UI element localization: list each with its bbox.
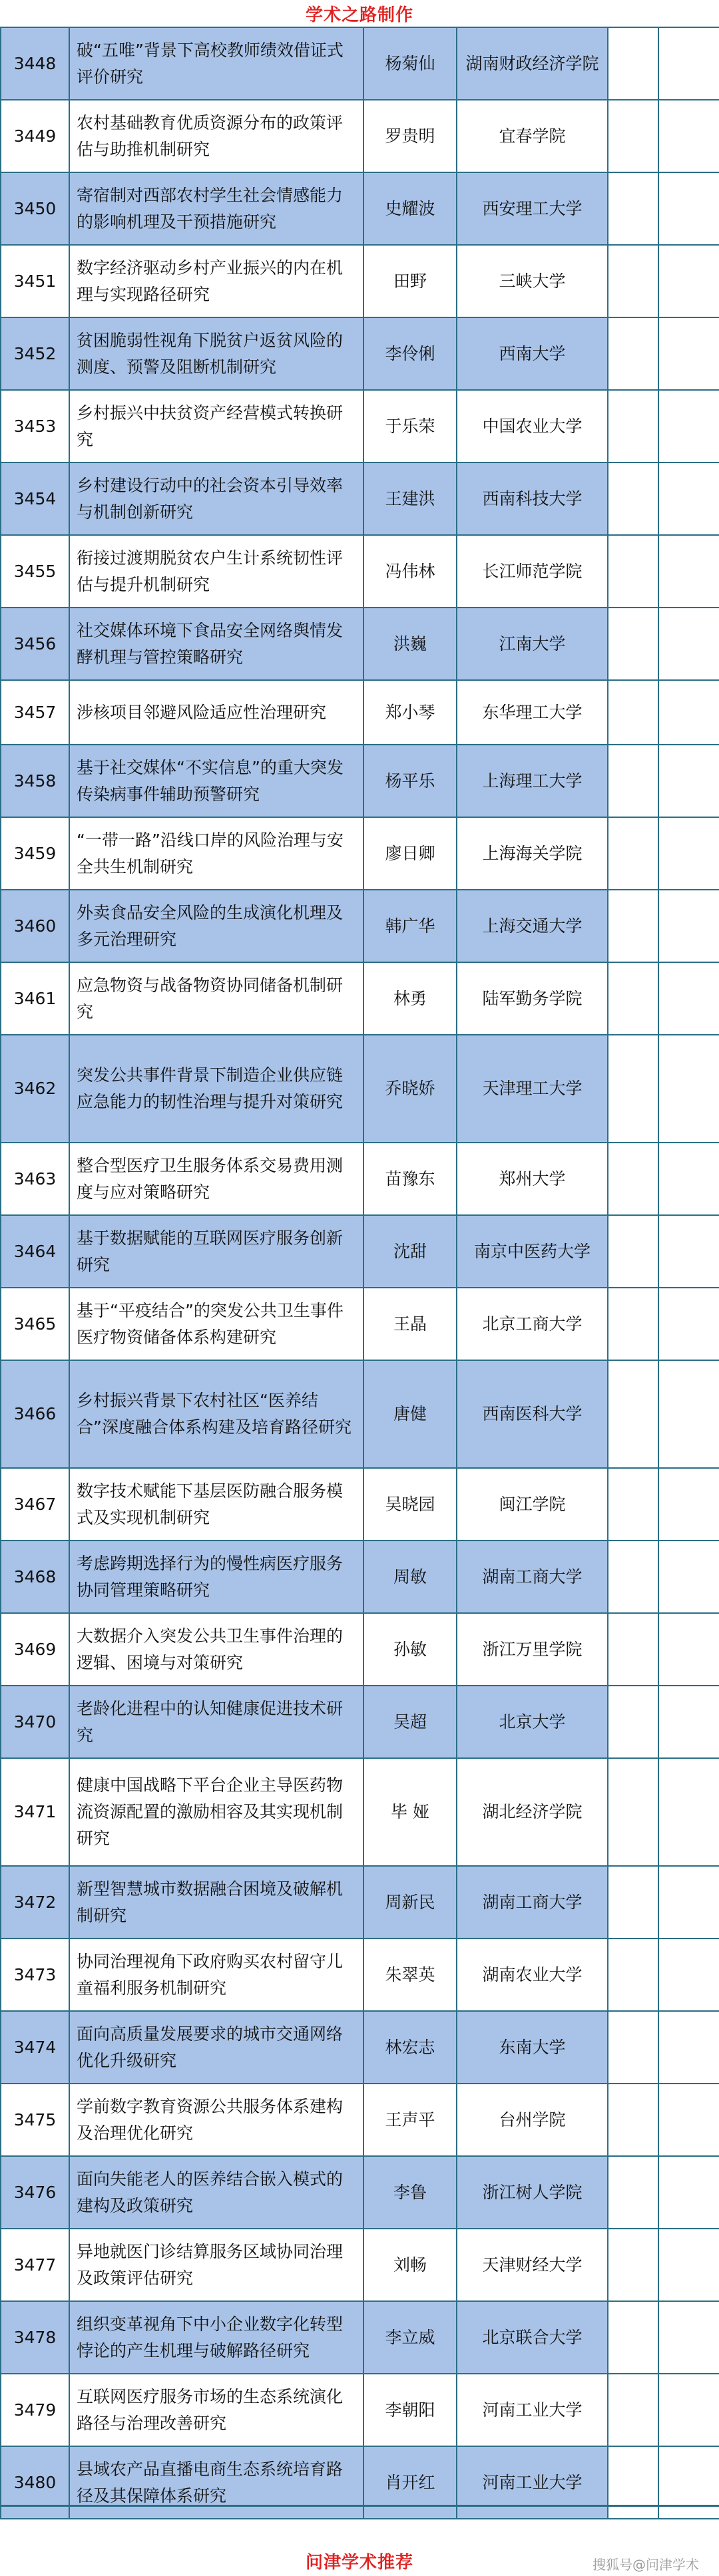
table-row bbox=[1, 100, 719, 172]
empty-cell bbox=[608, 890, 658, 962]
row-number: 3480 bbox=[1, 2446, 69, 2519]
row-number: 3477 bbox=[1, 2229, 69, 2301]
table-row bbox=[1, 1360, 719, 1468]
researcher-name: 吴超 bbox=[363, 1686, 457, 1758]
table-row bbox=[1, 817, 719, 890]
researcher-name: 洪巍 bbox=[363, 608, 457, 680]
project-title: 乡村建设行动中的社会资本引导效率与机制创新研究 bbox=[69, 462, 363, 535]
institution: 郑州大学 bbox=[457, 1143, 608, 1215]
row-number: 3479 bbox=[1, 2374, 69, 2446]
institution: 西南大学 bbox=[457, 317, 608, 390]
institution: 浙江树人学院 bbox=[457, 2156, 608, 2229]
table-row bbox=[1, 462, 719, 535]
institution: 河南工业大学 bbox=[457, 2446, 608, 2519]
empty-cell bbox=[658, 2011, 719, 2084]
empty-cell bbox=[608, 1360, 658, 1468]
table-row bbox=[1, 1143, 719, 1215]
table-row bbox=[1, 1686, 719, 1758]
project-title: 面向失能老人的医养结合嵌入模式的建构及政策研究 bbox=[69, 2156, 363, 2229]
institution: 闽江学院 bbox=[457, 1468, 608, 1541]
researcher-name: 冯伟林 bbox=[363, 535, 457, 608]
empty-cell bbox=[608, 172, 658, 245]
institution: 北京大学 bbox=[457, 1686, 608, 1758]
institution: 东南大学 bbox=[457, 2011, 608, 2084]
project-title: 突发公共事件背景下制造企业供应链应急能力的韧性治理与提升对策研究 bbox=[69, 1035, 363, 1143]
researcher-name: 周新民 bbox=[363, 1866, 457, 1938]
institution: 三峡大学 bbox=[457, 245, 608, 317]
empty-cell bbox=[608, 535, 658, 608]
table-row bbox=[1, 245, 719, 317]
empty-cell bbox=[608, 2084, 658, 2156]
empty-cell bbox=[608, 2301, 658, 2374]
table-row bbox=[1, 745, 719, 817]
row-number: 3449 bbox=[1, 100, 69, 172]
row-number: 3475 bbox=[1, 2084, 69, 2156]
row-number: 3471 bbox=[1, 1758, 69, 1866]
empty-cell bbox=[658, 962, 719, 1035]
table-row bbox=[1, 2229, 719, 2301]
institution: 湖南工商大学 bbox=[457, 1866, 608, 1938]
row-number: 3452 bbox=[1, 317, 69, 390]
researcher-name: 沈甜 bbox=[363, 1215, 457, 1288]
table-row bbox=[1, 172, 719, 245]
empty-cell bbox=[608, 1758, 658, 1866]
project-title: 外卖食品安全风险的生成演化机理及多元治理研究 bbox=[69, 890, 363, 962]
researcher-name: 林勇 bbox=[363, 962, 457, 1035]
table-row bbox=[1, 2156, 719, 2229]
row-number: 3456 bbox=[1, 608, 69, 680]
row-number: 3465 bbox=[1, 1288, 69, 1360]
researcher-name: 王声平 bbox=[363, 2084, 457, 2156]
empty-cell bbox=[608, 462, 658, 535]
project-title: 面向高质量发展要求的城市交通网络优化升级研究 bbox=[69, 2011, 363, 2084]
row-number: 3478 bbox=[1, 2301, 69, 2374]
researcher-name: 李立威 bbox=[363, 2301, 457, 2374]
empty-cell bbox=[658, 535, 719, 608]
empty-cell bbox=[608, 817, 658, 890]
researcher-name: 孙敏 bbox=[363, 1613, 457, 1686]
project-title: 大数据介入突发公共卫生事件治理的逻辑、困境与对策研究 bbox=[69, 1613, 363, 1686]
institution: 天津理工大学 bbox=[457, 1035, 608, 1143]
institution: 台州学院 bbox=[457, 2084, 608, 2156]
row-number: 3455 bbox=[1, 535, 69, 608]
row-number: 3464 bbox=[1, 1215, 69, 1288]
institution: 江南大学 bbox=[457, 608, 608, 680]
empty-cell bbox=[658, 100, 719, 172]
empty-cell bbox=[658, 2229, 719, 2301]
project-title: 互联网医疗服务市场的生态系统演化路径与治理改善研究 bbox=[69, 2374, 363, 2446]
project-title: 寄宿制对西部农村学生社会情感能力的影响机理及干预措施研究 bbox=[69, 172, 363, 245]
researcher-name: 林宏志 bbox=[363, 2011, 457, 2084]
empty-cell bbox=[658, 245, 719, 317]
institution: 上海理工大学 bbox=[457, 745, 608, 817]
empty-cell bbox=[608, 100, 658, 172]
table-row bbox=[1, 2301, 719, 2374]
empty-cell bbox=[658, 1613, 719, 1686]
empty-cell bbox=[658, 2084, 719, 2156]
empty-cell bbox=[608, 1468, 658, 1541]
institution: 北京工商大学 bbox=[457, 1288, 608, 1360]
researcher-name: 罗贵明 bbox=[363, 100, 457, 172]
empty-cell bbox=[658, 1758, 719, 1866]
researcher-name: 史耀波 bbox=[363, 172, 457, 245]
empty-cell bbox=[608, 245, 658, 317]
institution: 西南科技大学 bbox=[457, 462, 608, 535]
row-number: 3466 bbox=[1, 1360, 69, 1468]
table-row bbox=[1, 608, 719, 680]
empty-cell bbox=[658, 1215, 719, 1288]
institution: 湖北经济学院 bbox=[457, 1758, 608, 1866]
project-title: 贫困脆弱性视角下脱贫户返贫风险的测度、预警及阻断机制研究 bbox=[69, 317, 363, 390]
institution: 中国农业大学 bbox=[457, 390, 608, 462]
project-title: 破“五唯”背景下高校教师绩效借证式评价研究 bbox=[69, 27, 363, 100]
row-number: 3459 bbox=[1, 817, 69, 890]
row-number: 3472 bbox=[1, 1866, 69, 1938]
project-title: 协同治理视角下政府购买农村留守儿童福利服务机制研究 bbox=[69, 1938, 363, 2011]
table-row bbox=[1, 890, 719, 962]
empty-cell bbox=[608, 608, 658, 680]
institution: 宜春学院 bbox=[457, 100, 608, 172]
empty-cell bbox=[658, 1035, 719, 1143]
table-row bbox=[1, 2084, 719, 2156]
table-row bbox=[1, 390, 719, 462]
table-row bbox=[1, 1613, 719, 1686]
empty-cell bbox=[658, 1686, 719, 1758]
project-table-container bbox=[0, 27, 719, 2505]
row-number: 3467 bbox=[1, 1468, 69, 1541]
empty-cell bbox=[658, 1143, 719, 1215]
project-title: 数字经济驱动乡村产业振兴的内在机理与实现路径研究 bbox=[69, 245, 363, 317]
researcher-name: 李伶俐 bbox=[363, 317, 457, 390]
researcher-name: 周敏 bbox=[363, 1541, 457, 1613]
table-row bbox=[1, 1035, 719, 1143]
researcher-name: 韩广华 bbox=[363, 890, 457, 962]
institution: 西安理工大学 bbox=[457, 172, 608, 245]
table-row bbox=[1, 1215, 719, 1288]
project-title: 学前数字教育资源公共服务体系建构及治理优化研究 bbox=[69, 2084, 363, 2156]
institution: 西南医科大学 bbox=[457, 1360, 608, 1468]
empty-cell bbox=[658, 317, 719, 390]
project-title: 基于社交媒体“不实信息”的重大突发传染病事件辅助预警研究 bbox=[69, 745, 363, 817]
table-row bbox=[1, 962, 719, 1035]
table-row bbox=[1, 317, 719, 390]
project-title: 乡村振兴背景下农村社区“医养结合”深度融合体系构建及培育路径研究 bbox=[69, 1360, 363, 1468]
researcher-name: 毕 娅 bbox=[363, 1758, 457, 1866]
researcher-name: 李朝阳 bbox=[363, 2374, 457, 2446]
empty-cell bbox=[658, 1468, 719, 1541]
empty-cell bbox=[658, 680, 719, 745]
empty-cell bbox=[608, 1541, 658, 1613]
researcher-name: 郑小琴 bbox=[363, 680, 457, 745]
table-row bbox=[1, 2011, 719, 2084]
row-number: 3451 bbox=[1, 245, 69, 317]
empty-cell bbox=[658, 1541, 719, 1613]
institution: 上海海关学院 bbox=[457, 817, 608, 890]
empty-cell bbox=[658, 890, 719, 962]
researcher-name: 于乐荣 bbox=[363, 390, 457, 462]
empty-cell bbox=[608, 2374, 658, 2446]
project-title: 组织变革视角下中小企业数字化转型悖论的产生机理与破解路径研究 bbox=[69, 2301, 363, 2374]
banner-title: 学术之路制作 bbox=[305, 5, 413, 25]
project-title: 社交媒体环境下食品安全网络舆情发酵机理与管控策略研究 bbox=[69, 608, 363, 680]
empty-cell bbox=[608, 745, 658, 817]
institution: 东华理工大学 bbox=[457, 680, 608, 745]
empty-cell bbox=[658, 462, 719, 535]
table-row bbox=[1, 1468, 719, 1541]
empty-cell bbox=[608, 2011, 658, 2084]
row-number: 3469 bbox=[1, 1613, 69, 1686]
empty-cell bbox=[658, 745, 719, 817]
table-row bbox=[1, 27, 719, 100]
footer-divider bbox=[0, 2505, 719, 2507]
institution: 陆军勤务学院 bbox=[457, 962, 608, 1035]
researcher-name: 田野 bbox=[363, 245, 457, 317]
empty-cell bbox=[658, 1288, 719, 1360]
row-number: 3448 bbox=[1, 27, 69, 100]
researcher-name: 唐健 bbox=[363, 1360, 457, 1468]
researcher-name: 杨菊仙 bbox=[363, 27, 457, 100]
researcher-name: 乔晓娇 bbox=[363, 1035, 457, 1143]
empty-cell bbox=[608, 1686, 658, 1758]
project-title: 老龄化进程中的认知健康促进技术研究 bbox=[69, 1686, 363, 1758]
empty-cell bbox=[608, 2229, 658, 2301]
empty-cell bbox=[608, 1035, 658, 1143]
row-number: 3460 bbox=[1, 890, 69, 962]
empty-cell bbox=[608, 1215, 658, 1288]
empty-cell bbox=[608, 1143, 658, 1215]
researcher-name: 苗豫东 bbox=[363, 1143, 457, 1215]
footer bbox=[0, 2497, 719, 2576]
institution: 南京中医药大学 bbox=[457, 1215, 608, 1288]
researcher-name: 朱翠英 bbox=[363, 1938, 457, 2011]
institution: 长江师范学院 bbox=[457, 535, 608, 608]
empty-cell bbox=[608, 2156, 658, 2229]
project-title: 数字技术赋能下基层医防融合服务模式及实现机制研究 bbox=[69, 1468, 363, 1541]
footer-recommend-text: 问津学术推荐 bbox=[305, 2553, 413, 2573]
empty-cell bbox=[608, 1613, 658, 1686]
empty-cell bbox=[658, 172, 719, 245]
institution: 上海交通大学 bbox=[457, 890, 608, 962]
project-title: 衔接过渡期脱贫农户生计系统韧性评估与提升机制研究 bbox=[69, 535, 363, 608]
institution: 河南工业大学 bbox=[457, 2374, 608, 2446]
empty-cell bbox=[608, 1938, 658, 2011]
table-row bbox=[1, 2374, 719, 2446]
row-number: 3453 bbox=[1, 390, 69, 462]
institution: 天津财经大学 bbox=[457, 2229, 608, 2301]
table-row bbox=[1, 535, 719, 608]
project-table bbox=[0, 27, 719, 2519]
table-row bbox=[1, 1288, 719, 1360]
empty-cell bbox=[658, 390, 719, 462]
row-number: 3470 bbox=[1, 1686, 69, 1758]
researcher-name: 吴晓园 bbox=[363, 1468, 457, 1541]
project-title: 异地就医门诊结算服务区域协同治理及政策评估研究 bbox=[69, 2229, 363, 2301]
row-number: 3454 bbox=[1, 462, 69, 535]
project-title: 应急物资与战备物资协同储备机制研究 bbox=[69, 962, 363, 1035]
empty-cell bbox=[658, 2156, 719, 2229]
row-number: 3457 bbox=[1, 680, 69, 745]
institution: 浙江万里学院 bbox=[457, 1613, 608, 1686]
watermark: 搜狐号@问津学术 bbox=[593, 2557, 699, 2573]
table-row bbox=[1, 1938, 719, 2011]
researcher-name: 肖开红 bbox=[363, 2446, 457, 2519]
empty-cell bbox=[658, 2374, 719, 2446]
empty-cell bbox=[608, 680, 658, 745]
project-title: 乡村振兴中扶贫资产经营模式转换研究 bbox=[69, 390, 363, 462]
table-row bbox=[1, 1758, 719, 1866]
row-number: 3450 bbox=[1, 172, 69, 245]
empty-cell bbox=[608, 390, 658, 462]
researcher-name: 杨平乐 bbox=[363, 745, 457, 817]
row-number: 3476 bbox=[1, 2156, 69, 2229]
project-title: 基于“平疫结合”的突发公共卫生事件医疗物资储备体系构建研究 bbox=[69, 1288, 363, 1360]
institution: 湖南工商大学 bbox=[457, 1541, 608, 1613]
empty-cell bbox=[608, 1288, 658, 1360]
institution: 湖南财政经济学院 bbox=[457, 27, 608, 100]
project-title: 健康中国战略下平台企业主导医药物流资源配置的激励相容及其实现机制研究 bbox=[69, 1758, 363, 1866]
row-number: 3462 bbox=[1, 1035, 69, 1143]
researcher-name: 刘畅 bbox=[363, 2229, 457, 2301]
project-title: 新型智慧城市数据融合困境及破解机制研究 bbox=[69, 1866, 363, 1938]
empty-cell bbox=[658, 27, 719, 100]
researcher-name: 李鲁 bbox=[363, 2156, 457, 2229]
researcher-name: 王建洪 bbox=[363, 462, 457, 535]
empty-cell bbox=[608, 1866, 658, 1938]
row-number: 3474 bbox=[1, 2011, 69, 2084]
row-number: 3473 bbox=[1, 1938, 69, 2011]
project-title: 基于数据赋能的互联网医疗服务创新研究 bbox=[69, 1215, 363, 1288]
empty-cell bbox=[658, 1938, 719, 2011]
empty-cell bbox=[658, 608, 719, 680]
row-number: 3468 bbox=[1, 1541, 69, 1613]
empty-cell bbox=[658, 2301, 719, 2374]
empty-cell bbox=[608, 962, 658, 1035]
project-title: 整合型医疗卫生服务体系交易费用测度与应对策略研究 bbox=[69, 1143, 363, 1215]
table-row bbox=[1, 1866, 719, 1938]
empty-cell bbox=[608, 317, 658, 390]
project-title: 涉核项目邻避风险适应性治理研究 bbox=[69, 680, 363, 745]
institution: 北京联合大学 bbox=[457, 2301, 608, 2374]
empty-cell bbox=[658, 817, 719, 890]
project-title: 县域农产品直播电商生态系统培育路径及其保障体系研究 bbox=[69, 2446, 363, 2519]
project-title: “一带一路”沿线口岸的风险治理与安全共生机制研究 bbox=[69, 817, 363, 890]
top-banner bbox=[0, 0, 719, 27]
empty-cell bbox=[658, 1866, 719, 1938]
row-number: 3458 bbox=[1, 745, 69, 817]
project-title: 考虑跨期选择行为的慢性病医疗服务协同管理策略研究 bbox=[69, 1541, 363, 1613]
table-row bbox=[1, 1541, 719, 1613]
row-number: 3463 bbox=[1, 1143, 69, 1215]
empty-cell bbox=[658, 1360, 719, 1468]
project-title: 农村基础教育优质资源分布的政策评估与助推机制研究 bbox=[69, 100, 363, 172]
researcher-name: 王晶 bbox=[363, 1288, 457, 1360]
row-number: 3461 bbox=[1, 962, 69, 1035]
researcher-name: 廖日卿 bbox=[363, 817, 457, 890]
institution: 湖南农业大学 bbox=[457, 1938, 608, 2011]
table-row bbox=[1, 680, 719, 745]
empty-cell bbox=[608, 27, 658, 100]
